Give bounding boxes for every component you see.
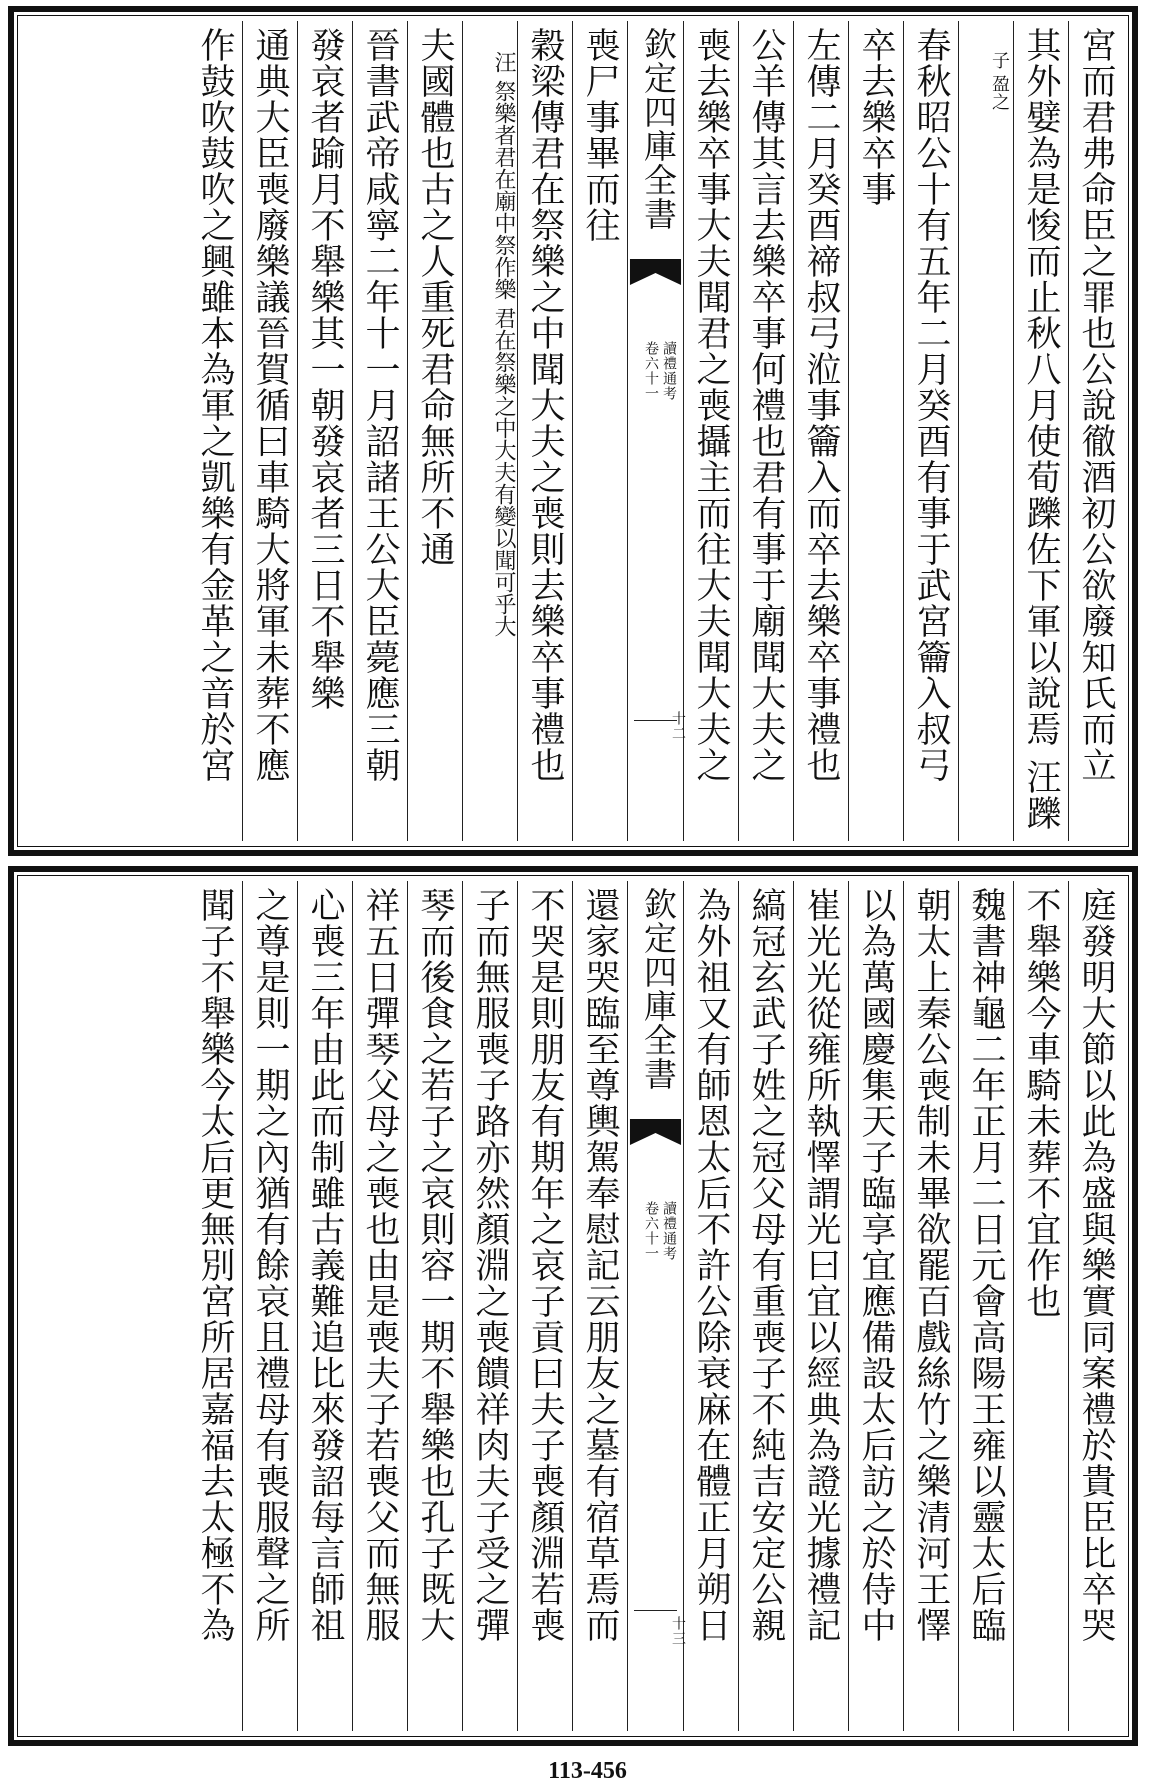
text-column: 還家哭臨至尊輿駕奉慰記云朋友之墓有宿草焉而 <box>572 881 627 1731</box>
text-column: 卒去樂卒事 <box>848 21 903 841</box>
bottom-page-frame <box>8 866 1138 1746</box>
text-column: 通典大臣喪廢樂議晉賀循曰車騎大將軍未葬不應 <box>242 21 297 841</box>
text-column: 之尊是則一期之內猶有餘哀且禮母有喪服聲之所 <box>242 881 297 1731</box>
text-column: 縞冠玄武子姓之冠父母有重喪子不純吉安定公親 <box>738 881 793 1731</box>
text-column: 庭發明大節以此為盛與樂實同案禮於貴臣比卒哭 <box>1068 881 1123 1731</box>
text-column: 不哭是則朋友有期年之哀子貢曰夫子喪顏淵若喪 <box>517 881 572 1731</box>
center-fold-column <box>627 881 686 1731</box>
text-column: 心喪三年由此而制雖古義難追比來發詔每言師祖 <box>297 881 352 1731</box>
text-column: 祥五日彈琴父母之喪也由是喪夫子若喪父而無服 <box>352 881 407 1731</box>
text-column: 聞子不舉樂今太后更無別宮所居嘉福去太極不為 <box>195 887 235 1643</box>
annotation-column: 子 盈之 <box>958 21 1013 841</box>
text-column: 為外祖又有師恩太后不許公除衰麻在體正月朔日 <box>683 881 738 1731</box>
text-column: 子而無服喪子路亦然顏淵之喪饋祥肉夫子受之彈 <box>462 881 517 1731</box>
book-collection-title: 欽定四庫全書 <box>639 887 678 1091</box>
text-column: 其外嬖為是悛而止秋八月使荀躒佐下軍以說焉 汪躒 <box>1013 21 1068 841</box>
folio-number: 十三 <box>670 1616 686 1646</box>
text-column: 魏書神龜二年正月二日元會高陽王雍以靈太后臨 <box>958 881 1013 1731</box>
text-column: 公羊傳其言去樂卒事何禮也君有事于廟聞大夫之 <box>738 21 793 841</box>
text-column: 宮而君弗命臣之罪也公說徹酒初公欲廢知氏而立 <box>1068 21 1123 841</box>
center-fold-column <box>627 21 686 841</box>
text-column: 喪去樂卒事大夫聞君之喪攝主而往大夫聞大夫之 <box>683 21 738 841</box>
folio-number: 十二 <box>670 711 686 741</box>
book-title: 讀禮通考 <box>661 341 677 401</box>
text-column: 穀梁傳君在祭樂之中聞大夫之喪則去樂卒事禮也 <box>517 21 572 841</box>
text-column: 以為萬國慶集天子臨享宜應備設太后訪之於侍中 <box>848 881 903 1731</box>
text-column: 夫國體也古之人重死君命無所不通 <box>407 21 462 841</box>
book-collection-title: 欽定四庫全書 <box>639 27 678 231</box>
volume-label: 卷六十一 <box>643 341 659 401</box>
text-column: 朝太上秦公喪制未畢欲罷百戲絲竹之樂清河王懌 <box>903 881 958 1731</box>
text-column: 左傳二月癸酉禘叔弓涖事籥入而卒去樂卒事禮也 <box>793 21 848 841</box>
fold-divider <box>634 720 677 721</box>
fishtail-mark-icon <box>628 1119 683 1147</box>
fold-divider <box>634 1610 677 1611</box>
top-page-columns <box>23 21 1123 841</box>
top-page-frame <box>8 6 1138 856</box>
text-column: 發哀者踰月不舉樂其一朝發哀者三日不舉樂 <box>297 21 352 841</box>
volume-label: 卷六十一 <box>643 1201 659 1261</box>
page-code: 113-456 <box>548 1758 627 1784</box>
text-column: 崔光光從雍所執懌謂光曰宜以經典為證光據禮記 <box>793 881 848 1731</box>
text-column: 作鼓吹鼓吹之興雖本為軍之凱樂有金革之音於宮 <box>195 27 235 783</box>
annotated-column: 汪 祭樂者君在廟中祭作樂 君在祭樂之中大夫有變以聞可乎大 <box>462 21 517 841</box>
text-column: 春秋昭公十有五年二月癸酉有事于武宮籥入叔弓 <box>903 21 958 841</box>
book-title: 讀禮通考 <box>661 1201 677 1261</box>
text-column: 喪尸事畢而往 <box>572 21 627 841</box>
text-column: 不舉樂今車騎未葬不宜作也 <box>1013 881 1068 1731</box>
fishtail-mark-icon <box>628 259 683 287</box>
text-column: 晉書武帝咸寧二年十一月詔諸王公大臣薨應三朝 <box>352 21 407 841</box>
text-column: 琴而後食之若子之哀則容一期不舉樂也孔子既大 <box>407 881 462 1731</box>
bottom-page-columns <box>23 881 1123 1731</box>
